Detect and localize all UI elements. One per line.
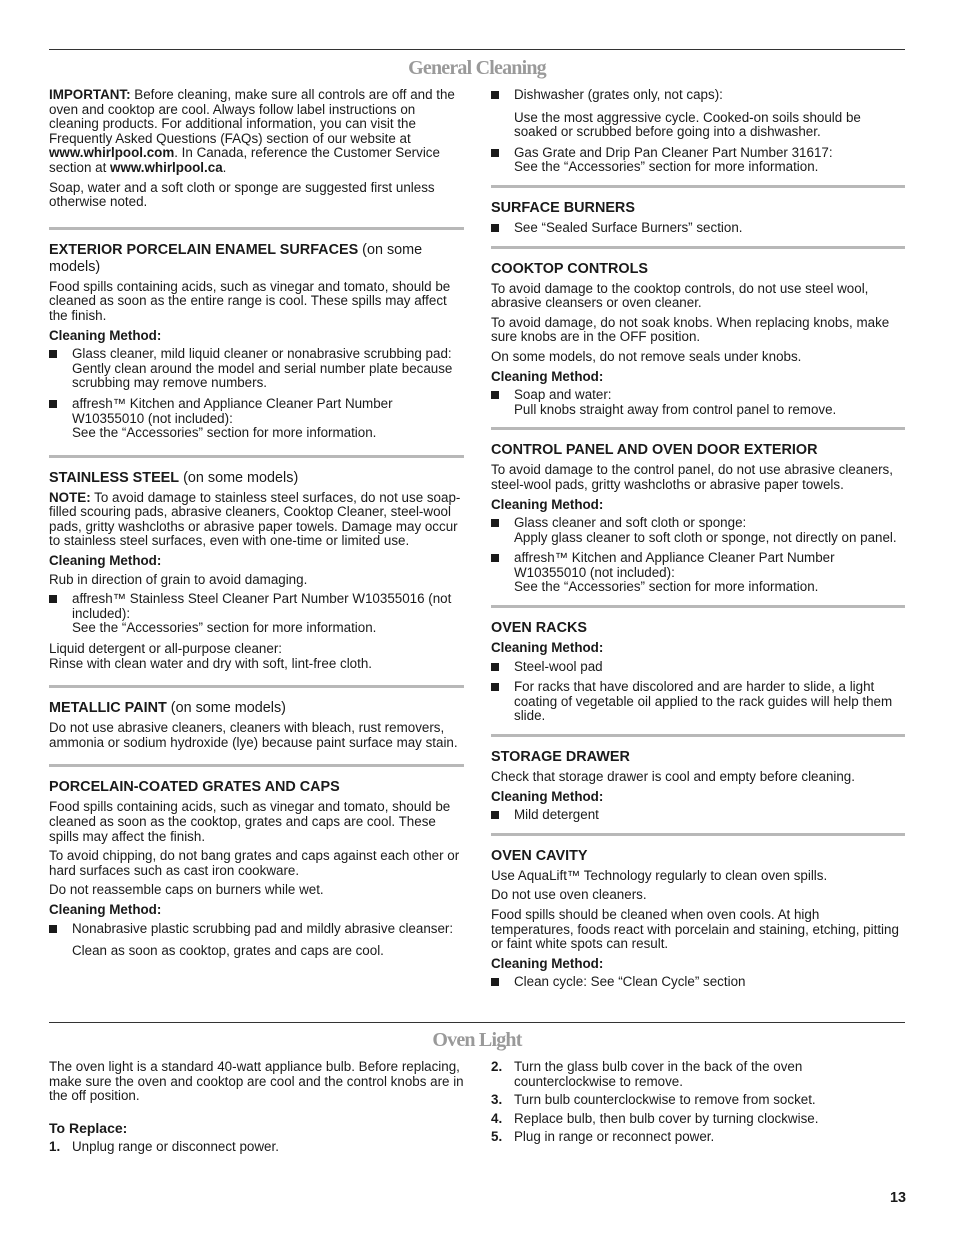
cooktop-controls-text-1: To avoid damage to the cooktop controls, do not use steel wool, abrasive cleansers or oven cleaner.	[491, 280, 869, 311]
general-cleaning-title: General Cleaning	[408, 57, 546, 79]
liquid-detergent-text: Liquid detergent or all-purpose cleaner: Rinse with clean water and dry with soft, lint-free cloth.	[49, 641, 373, 671]
bullet-icon	[49, 925, 57, 933]
exterior-porcelain-text: Food spills containing acids, such as vinegar and tomato, should be cleaned as soon as the entire range is cool. These spills may affect the finish.	[49, 278, 451, 323]
bullet-icon	[491, 149, 499, 157]
important-paragraph	[49, 88, 464, 176]
soap-note: Soap, water and a soft cloth or sponge are suggested first unless otherwise noted.	[49, 179, 435, 210]
list-item: For racks that have discolored and are harder to slide, a light coating of vegetable oil applied to the rack guides will help them slide.	[491, 680, 905, 724]
list-item: affresh™ Kitchen and Appliance Cleaner Part Number W10355010 (not included): See the “Accessories” section for more information.	[491, 551, 905, 595]
surface-burners-section	[491, 185, 905, 236]
list-item: Clean cycle: See “Clean Cycle” section	[491, 975, 905, 990]
storage-drawer-text: Check that storage drawer is cool and empty before cleaning.	[491, 769, 855, 785]
page-number: 13	[889, 1190, 906, 1206]
intro-block	[49, 88, 464, 210]
list-item: affresh™ Stainless Steel Cleaner Part Number W10355016 (not included): See the “Accessories” section for more information.	[49, 592, 464, 636]
bullet-icon	[491, 391, 499, 399]
grates-caps-list-continued	[491, 88, 905, 175]
stainless-steel-section	[49, 455, 464, 672]
cleaning-method-label: Cleaning Method:	[491, 496, 604, 512]
step-item: 1. Unplug range or disconnect power.	[49, 1138, 279, 1154]
step-item: 4. Replace bulb, then bulb cover by turning clockwise.	[491, 1110, 819, 1126]
storage-drawer-list	[491, 808, 905, 823]
bullet-icon	[491, 519, 499, 527]
cleaning-method-label: Cleaning Method:	[49, 553, 162, 569]
oven-light-title: Oven Light	[432, 1029, 522, 1051]
oven-cavity-heading: OVEN CAVITY	[491, 847, 588, 864]
bullet-icon	[491, 224, 499, 232]
exterior-porcelain-heading: EXTERIOR PORCELAIN ENAMEL SURFACES (on some models)	[49, 241, 423, 275]
oven-light-steps-left	[49, 1140, 464, 1155]
oven-racks-list	[491, 660, 905, 724]
important-text: Before cleaning, make sure all controls are off and the oven and cooktop are cool. Always follow label instructions on cleaning products. For additional information, you can visit the Frequently Asked Questions (FAQs) section of our website at	[49, 87, 455, 146]
list-item: Glass cleaner and soft cloth or sponge: Apply glass cleaner to soft cloth or sponge, not directly on panel.	[491, 516, 905, 545]
stainless-steel-heading: STAINLESS STEEL (on some models)	[49, 469, 299, 486]
bullet-icon	[49, 350, 57, 358]
metallic-paint-section	[49, 685, 464, 750]
list-item: Mild detergent	[491, 808, 905, 823]
control-panel-heading: CONTROL PANEL AND OVEN DOOR EXTERIOR	[491, 442, 818, 459]
cleaning-method-label: Cleaning Method:	[491, 640, 604, 656]
list-item: affresh™ Kitchen and Appliance Cleaner Part Number W10355010 (not included): See the “Accessories” section for more information.	[49, 397, 464, 441]
grates-caps-text-2: To avoid chipping, do not bang grates and caps against each other or hard surfaces such as cast iron cookware.	[49, 848, 460, 878]
whirlpool-ca-link[interactable]: www.whirlpool.ca	[110, 159, 223, 175]
list-item: Soap and water: Pull knobs straight away from control panel to remove.	[491, 388, 905, 417]
oven-racks-section	[491, 605, 905, 724]
top-rule	[49, 49, 905, 50]
bullet-icon	[49, 400, 57, 408]
surface-burners-list	[491, 221, 905, 236]
cooktop-controls-text-2: To avoid damage, do not soak knobs. When replacing knobs, make sure knobs are in the OFF position.	[491, 314, 890, 345]
bullet-icon	[491, 554, 499, 562]
stainless-steel-list	[49, 592, 464, 636]
grates-caps-heading: PORCELAIN-COATED GRATES AND CAPS	[49, 779, 340, 796]
exterior-porcelain-section	[49, 227, 464, 441]
important-label: IMPORTANT:	[49, 87, 131, 102]
list-item: See “Sealed Surface Burners” section.	[491, 221, 905, 236]
list-item: Dishwasher (grates only, not caps): Use the most aggressive cycle. Cooked-on soils should be soaked or scrubbed before going into a dishwasher.	[491, 88, 905, 140]
oven-light-rule	[49, 1022, 905, 1023]
storage-drawer-section	[491, 734, 905, 823]
oven-light-steps-right	[491, 1060, 905, 1145]
storage-drawer-heading: STORAGE DRAWER	[491, 749, 630, 766]
control-panel-text: To avoid damage to the control panel, do not use abrasive cleaners, steel-wool pads, gritty washcloths or abrasive paper towels.	[491, 462, 893, 492]
bullet-icon	[491, 683, 499, 691]
to-replace-heading: To Replace:	[49, 1119, 128, 1136]
cooktop-controls-section	[491, 246, 905, 418]
right-column	[491, 88, 905, 996]
list-item: Steel-wool pad	[491, 660, 905, 675]
bullet-icon	[491, 663, 499, 671]
cleaning-method-label: Cleaning Method:	[491, 955, 604, 971]
oven-racks-heading: OVEN RACKS	[491, 620, 587, 637]
exterior-porcelain-list	[49, 347, 464, 441]
oven-cavity-text-2: Do not use oven cleaners.	[491, 887, 647, 903]
cooktop-controls-heading: COOKTOP CONTROLS	[491, 260, 648, 277]
cooktop-controls-text-3: On some models, do not remove seals under knobs.	[491, 348, 802, 364]
grates-caps-text-1: Food spills containing acids, such as vinegar and tomato, should be cleaned as soon as the cooktop, grates and caps are cool. These spills may affect the finish.	[49, 799, 451, 844]
cleaning-method-label: Cleaning Method:	[491, 368, 604, 384]
bullet-icon	[491, 91, 499, 99]
list-item: Glass cleaner, mild liquid cleaner or nonabrasive scrubbing pad: Gently clean around the model and serial number plate because scrubbing may remove numbers.	[49, 347, 464, 391]
stainless-steel-note: NOTE: To avoid damage to stainless steel surfaces, do not use soap-filled scouring pads, abrasive cleaners, Cooktop Cleaner, steel-wool pads, gritty washcloths or abrasive paper towels. Damage may occur to stainless steel surfaces, even with one-time or limited use.	[49, 489, 461, 549]
rub-direction-text: Rub in direction of grain to avoid damaging.	[49, 571, 308, 587]
whirlpool-com-link[interactable]: www.whirlpool.com	[49, 145, 175, 161]
oven-light-right-column	[491, 1060, 905, 1149]
oven-cavity-text-3: Food spills should be cleaned when oven cools. At high temperatures, foods react with porcelain and staining, etching, pitting or faint white spots can result.	[491, 907, 899, 952]
metallic-paint-heading: METALLIC PAINT (on some models)	[49, 700, 286, 717]
grates-caps-section	[49, 764, 464, 958]
oven-light-intro: The oven light is a standard 40-watt appliance bulb. Before replacing, make sure the oven and cooktop are cool and the control knobs are in the off position.	[49, 1059, 464, 1104]
oven-cavity-section	[491, 833, 905, 990]
control-panel-section	[491, 427, 905, 595]
left-column	[49, 88, 464, 965]
step-item: 2. Turn the glass bulb cover in the back of the oven counterclockwise to remove.	[491, 1059, 803, 1089]
list-item: Nonabrasive plastic scrubbing pad and mildly abrasive cleanser: Clean as soon as cooktop, grates and caps are cool.	[49, 922, 464, 959]
metallic-paint-text: Do not use abrasive cleaners, cleaners with bleach, rust removers, ammonia or sodium hydroxide (lye) because paint surface may stain.	[49, 720, 458, 750]
oven-light-left-column	[49, 1060, 464, 1158]
important-text-3: .	[222, 159, 227, 175]
control-panel-list	[491, 516, 905, 595]
bullet-icon	[491, 978, 499, 986]
step-item: 3. Turn bulb counterclockwise to remove from socket.	[491, 1092, 816, 1108]
bullet-icon	[491, 811, 499, 819]
cleaning-method-label: Cleaning Method:	[49, 327, 162, 343]
step-item: 5. Plug in range or reconnect power.	[491, 1129, 715, 1145]
bullet-icon	[49, 595, 57, 603]
list-item: Gas Grate and Drip Pan Cleaner Part Number 31617: See the “Accessories” section for more information.	[491, 146, 905, 175]
oven-cavity-list	[491, 975, 905, 990]
important-text-2: . In Canada, reference the Customer Service section at	[49, 145, 440, 175]
surface-burners-heading: SURFACE BURNERS	[491, 199, 635, 216]
oven-cavity-text-1: Use AquaLift™ Technology regularly to clean oven spills.	[491, 867, 828, 883]
grates-caps-list	[49, 922, 464, 959]
cleaning-method-label: Cleaning Method:	[49, 901, 162, 917]
cooktop-controls-list	[491, 388, 905, 417]
grates-caps-text-3: Do not reassemble caps on burners while wet.	[49, 882, 324, 898]
cleaning-method-label: Cleaning Method:	[491, 788, 604, 804]
